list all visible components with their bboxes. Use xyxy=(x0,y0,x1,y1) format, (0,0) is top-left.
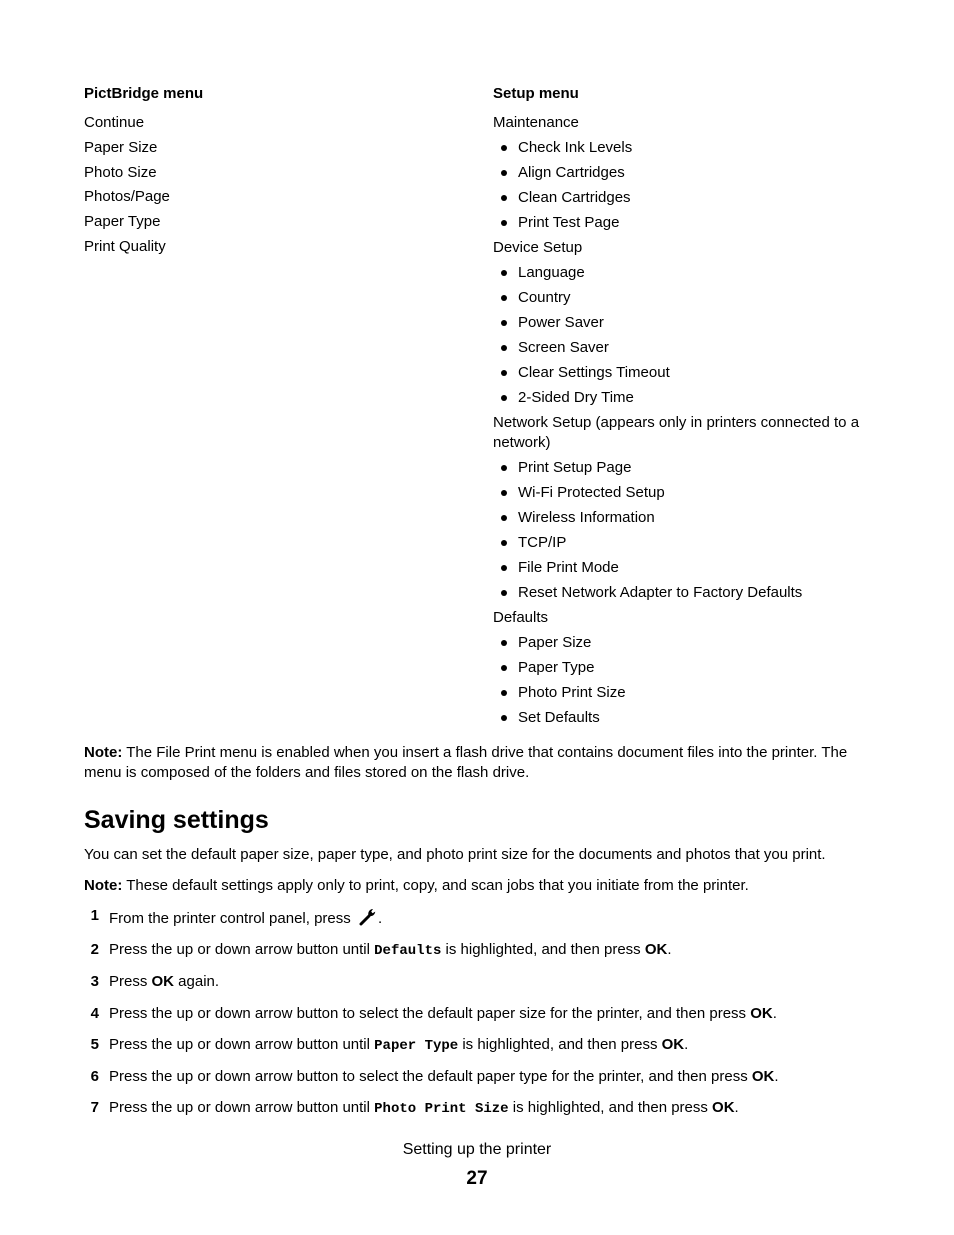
step-text: is highlighted, and then press xyxy=(441,941,645,959)
step-text: is highlighted, and then press xyxy=(458,1035,662,1053)
step-text: . xyxy=(772,1004,777,1022)
step-item xyxy=(84,1098,884,1119)
step-text: Press the up or down arrow button to select the default paper size for the printer, and then press xyxy=(109,1004,751,1022)
setup-bullet-item: Align Cartridges xyxy=(493,163,873,183)
step-text: . xyxy=(774,1067,779,1085)
setup-menu-section xyxy=(493,84,873,733)
menu-value-code: Paper Type xyxy=(374,1037,459,1054)
step-text: . xyxy=(667,941,672,959)
page-number: 27 xyxy=(466,1168,488,1189)
note-text: These default settings apply only to print, copy, and scan jobs that you initiate from the printer. xyxy=(122,877,749,894)
step-item xyxy=(84,1067,884,1087)
ok-button-label: OK xyxy=(712,1099,735,1117)
pictbridge-menu-list xyxy=(84,113,464,257)
step-number: 2 xyxy=(90,941,99,959)
step-text: Press the up or down arrow button until xyxy=(109,1035,375,1053)
step-text: Press xyxy=(109,973,152,991)
setup-bullet-item: Paper Type xyxy=(493,658,873,678)
step-text: Press the up or down arrow button until xyxy=(109,941,375,959)
ok-button-label: OK xyxy=(151,973,175,991)
step-number: 7 xyxy=(90,1099,99,1117)
step-item xyxy=(84,1004,884,1024)
footer-chapter-title: Setting up the printer xyxy=(402,1141,552,1158)
network-setup-list xyxy=(493,458,873,603)
setup-bullet-item: Print Test Page xyxy=(493,213,873,233)
setup-bullet-item: Wi-Fi Protected Setup xyxy=(493,483,873,503)
default-settings-note xyxy=(84,876,884,896)
step-text: . xyxy=(684,1035,689,1053)
step-text: is highlighted, and then press xyxy=(508,1099,713,1117)
pictbridge-menu-item: Continue xyxy=(84,114,145,131)
ok-button-label: OK xyxy=(644,941,668,959)
setup-bullet-item: Reset Network Adapter to Factory Defaults xyxy=(493,583,873,603)
ok-button-label: OK xyxy=(751,1067,775,1085)
setup-bullet-item: Check Ink Levels xyxy=(493,138,873,158)
wrench-icon xyxy=(358,906,378,926)
step-number: 4 xyxy=(90,1004,99,1022)
menu-value-code: Photo Print Size xyxy=(374,1101,509,1118)
pictbridge-menu-section xyxy=(84,84,464,262)
pictbridge-menu-item: Paper Size xyxy=(84,138,158,156)
note-label: Note: xyxy=(84,877,123,894)
ok-button-label: OK xyxy=(661,1035,685,1053)
file-print-note xyxy=(84,743,874,783)
network-setup-group-title: Network Setup (appears only in printers connected to a network) xyxy=(493,414,860,451)
setup-bullet-item: Screen Saver xyxy=(493,338,873,358)
pictbridge-menu-heading: PictBridge menu xyxy=(84,85,204,102)
step-item xyxy=(84,972,884,992)
step-item xyxy=(84,940,884,961)
step-text: Press the up or down arrow button until xyxy=(109,1099,375,1117)
step-text: . xyxy=(734,1099,739,1117)
maintenance-group-title: Maintenance xyxy=(493,114,579,131)
step-item xyxy=(84,1035,884,1056)
step-number: 6 xyxy=(90,1067,99,1085)
note-label: Note: xyxy=(84,744,123,761)
menu-value-code: Defaults xyxy=(374,943,442,960)
section-intro: You can set the default paper size, paper type, and photo print size for the documents and photos that you print. xyxy=(84,846,826,863)
pictbridge-menu-item: Paper Type xyxy=(84,213,161,231)
step-text: . xyxy=(377,910,383,927)
maintenance-list xyxy=(493,138,873,233)
setup-bullet-item: Power Saver xyxy=(493,313,873,333)
setup-bullet-item: Print Setup Page xyxy=(493,458,873,478)
setup-bullet-item: 2-Sided Dry Time xyxy=(493,388,873,408)
note-text: The File Print menu is enabled when you insert a flash drive that contains document files into the printer. The menu is composed of the folders and files stored on the flash drive. xyxy=(84,744,848,781)
defaults-group-title: Defaults xyxy=(493,609,549,626)
steps-list xyxy=(84,906,884,1130)
setup-bullet-item: Wireless Information xyxy=(493,508,873,528)
device-setup-list xyxy=(493,263,873,408)
setup-bullet-item: Set Defaults xyxy=(493,708,873,728)
step-number: 1 xyxy=(90,907,99,924)
setup-bullet-item: File Print Mode xyxy=(493,558,873,578)
defaults-list xyxy=(493,633,873,728)
ok-button-label: OK xyxy=(750,1004,773,1022)
step-text: again. xyxy=(174,973,220,991)
setup-menu-heading: Setup menu xyxy=(493,85,579,102)
setup-bullet-item: Language xyxy=(493,263,873,283)
setup-bullet-item: Paper Size xyxy=(493,633,873,653)
step-number: 5 xyxy=(90,1035,99,1053)
device-setup-group-title: Device Setup xyxy=(493,239,583,256)
setup-bullet-item: Photo Print Size xyxy=(493,683,873,703)
step-number: 3 xyxy=(90,973,99,991)
setup-bullet-item: Clean Cartridges xyxy=(493,188,873,208)
step-text: Press the up or down arrow button to select the default paper type for the printer, and then press xyxy=(109,1067,752,1085)
setup-bullet-item: TCP/IP xyxy=(493,533,873,553)
pictbridge-menu-item: Print Quality xyxy=(84,237,166,255)
step-item xyxy=(84,906,884,929)
setup-bullet-item: Clear Settings Timeout xyxy=(493,363,873,383)
pictbridge-menu-item: Photo Size xyxy=(84,163,157,181)
pictbridge-menu-item: Photos/Page xyxy=(84,188,170,206)
section-heading: Saving settings xyxy=(84,806,269,834)
step-text: From the printer control panel, press xyxy=(109,910,355,927)
setup-bullet-item: Country xyxy=(493,288,873,308)
